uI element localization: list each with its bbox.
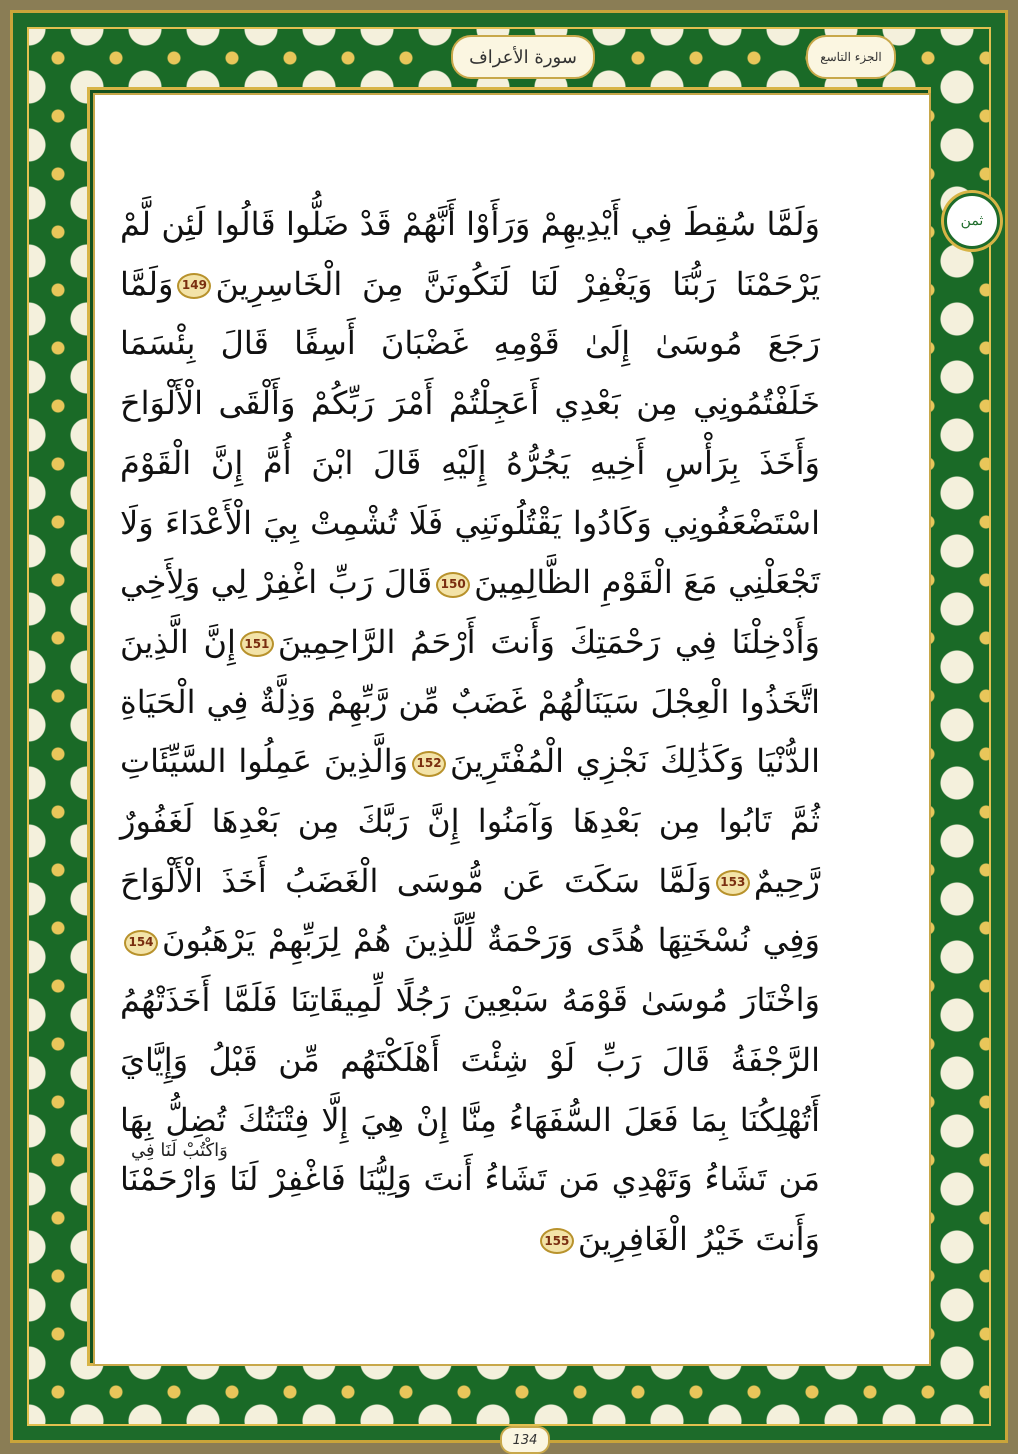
verse-number: 155	[540, 1228, 574, 1254]
verse-text: وَلَمَّا سُقِطَ فِي أَيْدِيهِمْ وَرَأَوْا أَنَّهُمْ قَدْ ضَلُّوا قَالُوا لَئِن لَّمْ يَرْحَمْنَا رَبُّنَا وَيَغْفِرْ لَنَا لَنَكُونَنَّ مِنَ الْخَاسِرِينَ	[120, 205, 820, 303]
verse-text: قَالَ رَبِّ اغْفِرْ لِي وَلِأَخِي وَأَدْخِلْنَا فِي رَحْمَتِكَ وَأَنتَ أَرْحَمُ الرَّاحِمِينَ	[120, 563, 821, 661]
hizb-marker-icon: ثمن	[944, 193, 1000, 249]
verse-text: وَاخْتَارَ مُوسَىٰ قَوْمَهُ سَبْعِينَ رَجُلًا لِّمِيقَاتِنَا فَلَمَّا أَخَذَتْهُمُ الرَّجْفَةُ قَالَ رَبِّ لَوْ شِئْتَ أَهْلَكْتَهُم مِّن قَبْلُ وَإِيَّايَ أَتُهْلِكُنَا بِمَا فَعَلَ السُّفَهَاءُ مِنَّا إِنْ هِيَ إِلَّا فِتْنَتُكَ تُضِلُّ بِهَا مَن تَشَاءُ وَتَهْدِي مَن تَشَاءُ أَنتَ وَلِيُّنَا فَاغْفِرْ لَنَا وَارْحَمْنَا وَأَنتَ خَيْرُ الْغَافِرِينَ	[120, 981, 821, 1258]
verse-number: 153	[716, 870, 750, 896]
verse-text: وَلَمَّا رَجَعَ مُوسَىٰ إِلَىٰ قَوْمِهِ غَضْبَانَ أَسِفًا قَالَ بِئْسَمَا خَلَفْتُمُونِي مِن بَعْدِي أَعَجِلْتُمْ أَمْرَ رَبِّكُمْ وَأَلْقَى الْأَلْوَاحَ وَأَخَذَ بِرَأْسِ أَخِيهِ يَجُرُّهُ إِلَيْهِ قَالَ ابْنَ أُمَّ إِنَّ الْقَوْمَ اسْتَضْعَفُونِي وَكَادُوا يَقْتُلُونَنِي فَلَا تُشْمِتْ بِيَ الْأَعْدَاءَ وَلَا تَجْعَلْنِي مَعَ الْقَوْمِ الظَّالِمِينَ	[120, 264, 821, 602]
verse-number: 149	[177, 273, 211, 299]
verse-number: 151	[240, 631, 274, 657]
verse-text: وَالَّذِينَ عَمِلُوا السَّيِّئَاتِ ثُمَّ تَابُوا مِن بَعْدِهَا وَآمَنُوا إِنَّ رَبَّكَ مِن بَعْدِهَا لَغَفُورٌ رَّحِيمٌ	[120, 742, 820, 900]
page-number: 134	[500, 1426, 550, 1454]
surah-title: سورة الأعراف	[451, 35, 595, 79]
verse-text: إِنَّ الَّذِينَ اتَّخَذُوا الْعِجْلَ سَيَنَالُهُمْ غَضَبٌ مِّن رَّبِّهِمْ وَذِلَّةٌ فِي الْحَيَاةِ الدُّنْيَا وَكَذَٰلِكَ نَجْزِي الْمُفْتَرِينَ	[120, 622, 821, 781]
text-line	[120, 195, 820, 1270]
verse-number: 152	[412, 751, 446, 777]
juz-label: الجزء التاسع	[806, 35, 896, 79]
catchword: وَاكْتُبْ لَنَا فِي	[131, 1140, 228, 1161]
verse-number: 150	[436, 572, 470, 598]
verse-number: 154	[124, 930, 158, 956]
verse-text: وَلَمَّا سَكَتَ عَن مُّوسَى الْغَضَبُ أَخَذَ الْأَلْوَاحَ وَفِي نُسْخَتِهَا هُدًى وَرَحْمَةٌ لِّلَّذِينَ هُمْ لِرَبِّهِمْ يَرْهَبُونَ	[120, 861, 820, 960]
